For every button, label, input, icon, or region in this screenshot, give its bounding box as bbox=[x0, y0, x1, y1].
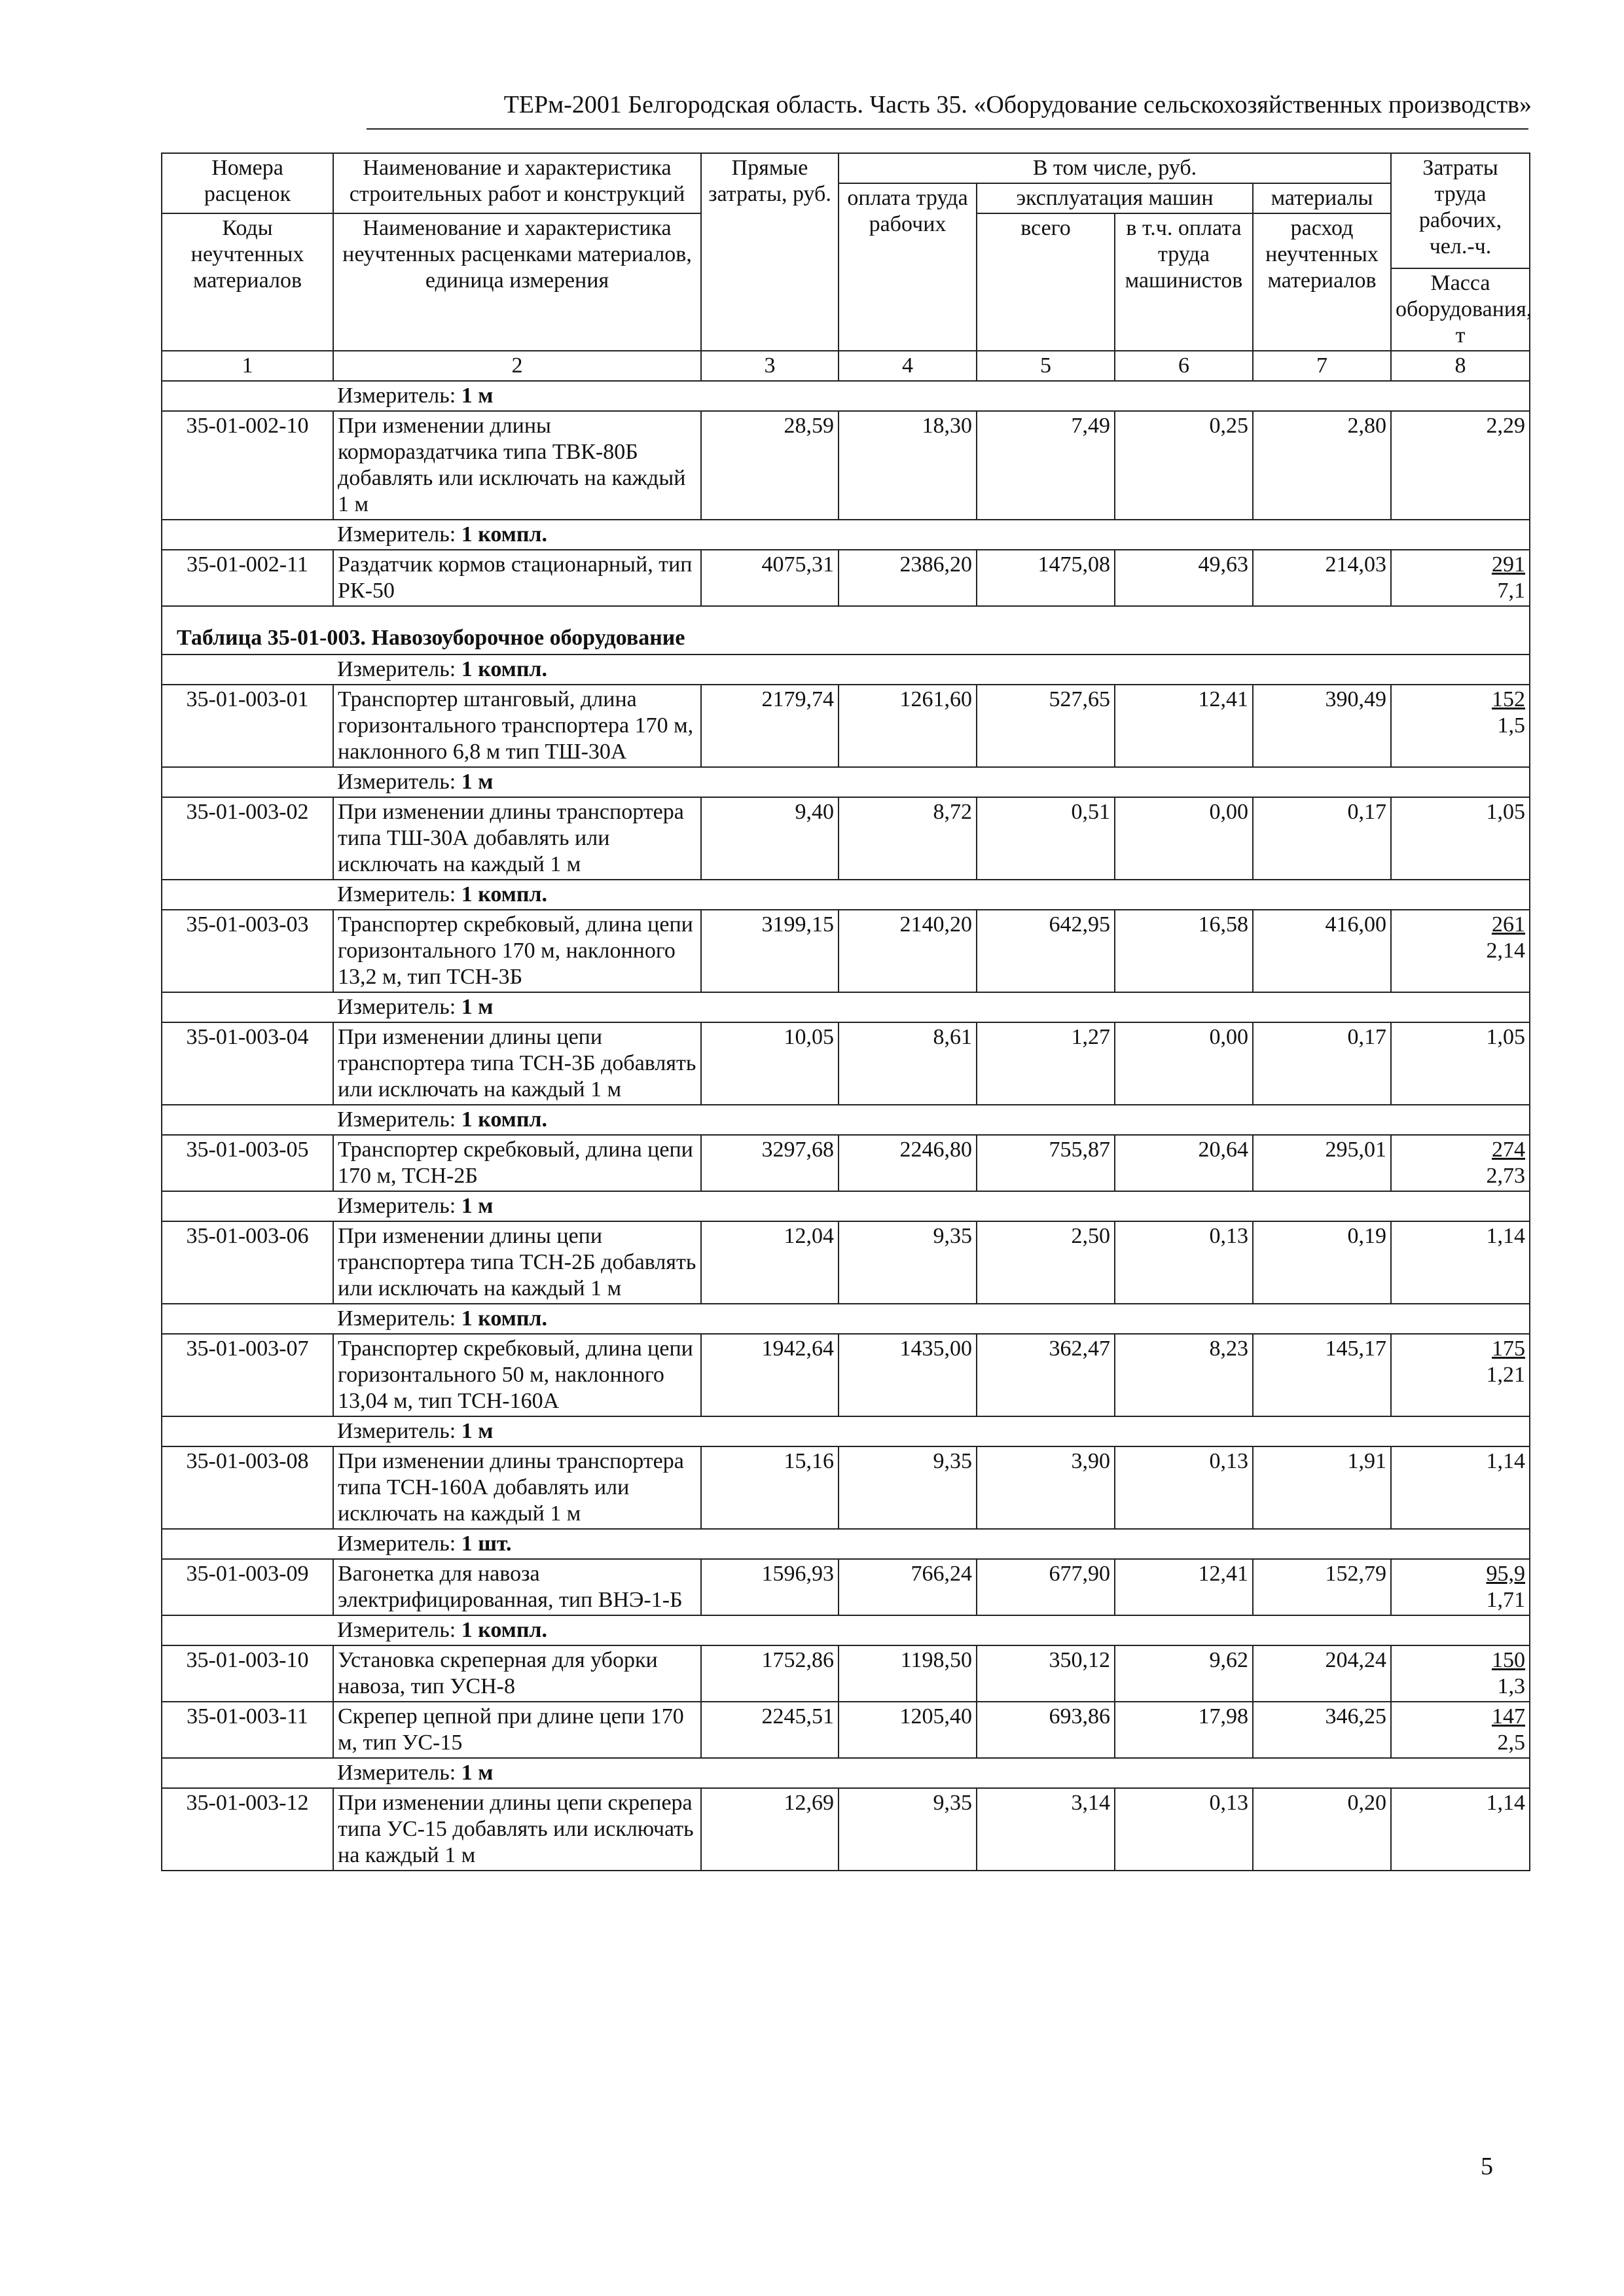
equipment-mass: 7,1 bbox=[1497, 579, 1525, 603]
header-in-total: В том числе, руб. bbox=[839, 153, 1391, 183]
rate-name: Установка скреперная для уборки навоза, тип УСН-8 bbox=[333, 1645, 701, 1702]
rate-code: 35-01-003-12 bbox=[162, 1788, 333, 1871]
direct-costs: 15,16 bbox=[701, 1446, 839, 1529]
labor-pay: 2140,20 bbox=[839, 910, 977, 992]
rate-row bbox=[162, 1788, 1530, 1871]
labor-costs: 261 bbox=[1492, 912, 1525, 937]
rate-row bbox=[162, 1022, 1530, 1105]
materials-cost: 390,49 bbox=[1253, 685, 1391, 767]
measure-unit: 1 м bbox=[461, 1761, 494, 1785]
labor-pay: 9,35 bbox=[839, 1446, 977, 1529]
labor-and-mass bbox=[1391, 550, 1530, 606]
labor-costs: 1,05 bbox=[1486, 1025, 1525, 1049]
measure-unit: 1 м bbox=[461, 1419, 494, 1443]
rate-code: 35-01-003-11 bbox=[162, 1702, 333, 1758]
rate-name: При изменении длины кормораздатчика типа ТВК-80Б добавлять или исключать на каждый 1 м bbox=[333, 411, 701, 520]
labor-pay: 9,35 bbox=[839, 1221, 977, 1304]
rate-row bbox=[162, 1446, 1530, 1529]
machinist-pay: 17,98 bbox=[1115, 1702, 1253, 1758]
measure-unit: 1 м bbox=[461, 1194, 494, 1218]
measure-label: Измеритель: bbox=[337, 522, 456, 547]
measure-cell bbox=[333, 1304, 1530, 1334]
measure-label: Измеритель: bbox=[337, 770, 456, 794]
header-machinist-pay: в т.ч. оплата труда машинистов bbox=[1115, 213, 1253, 351]
rate-row bbox=[162, 411, 1530, 520]
measure-row bbox=[162, 767, 1530, 797]
rate-name: Скрепер цепной при длине цепи 170 м, тип УС-15 bbox=[333, 1702, 701, 1758]
labor-pay: 18,30 bbox=[839, 411, 977, 520]
direct-costs: 3297,68 bbox=[701, 1135, 839, 1191]
direct-costs: 1752,86 bbox=[701, 1645, 839, 1702]
labor-costs: 1,05 bbox=[1486, 800, 1525, 824]
rate-name: При изменении длины транспортера типа ТСН-160А добавлять или исключать на каждый 1 м bbox=[333, 1446, 701, 1529]
measure-row bbox=[162, 1416, 1530, 1446]
measure-spacer bbox=[162, 767, 333, 797]
machinist-pay: 0,13 bbox=[1115, 1221, 1253, 1304]
equipment-mass: 2,14 bbox=[1486, 939, 1525, 963]
measure-cell bbox=[333, 1191, 1530, 1221]
rate-name: При изменении длины цепи транспортера типа ТСН-3Б добавлять или исключать на каждый 1 м bbox=[333, 1022, 701, 1105]
machines-total: 755,87 bbox=[977, 1135, 1115, 1191]
rate-code: 35-01-003-03 bbox=[162, 910, 333, 992]
labor-costs: 2,29 bbox=[1486, 414, 1525, 438]
machines-total: 527,65 bbox=[977, 685, 1115, 767]
header-work-name: Наименование и характеристика строительных работ и конструкций bbox=[333, 153, 701, 213]
direct-costs: 12,69 bbox=[701, 1788, 839, 1871]
page-header: ТЕРм-2001 Белгородская область. Часть 35. «Оборудование сельскохозяйственных производств» bbox=[503, 91, 1532, 118]
measure-spacer bbox=[162, 1758, 333, 1788]
column-number: 7 bbox=[1253, 351, 1391, 381]
measure-spacer bbox=[162, 520, 333, 550]
machines-total: 1475,08 bbox=[977, 550, 1115, 606]
measure-cell bbox=[333, 1416, 1530, 1446]
direct-costs: 28,59 bbox=[701, 411, 839, 520]
materials-cost: 2,80 bbox=[1253, 411, 1391, 520]
rate-code: 35-01-003-09 bbox=[162, 1559, 333, 1615]
materials-cost: 204,24 bbox=[1253, 1645, 1391, 1702]
rate-name: Вагонетка для навоза электрифицированная, тип ВНЭ-1-Б bbox=[333, 1559, 701, 1615]
header-equipment-mass: Масса оборудования, т bbox=[1391, 268, 1530, 351]
machines-total: 2,50 bbox=[977, 1221, 1115, 1304]
measure-label: Измеритель: bbox=[337, 1306, 456, 1331]
rate-name: Раздатчик кормов стационарный, тип РК-50 bbox=[333, 550, 701, 606]
machines-total: 693,86 bbox=[977, 1702, 1115, 1758]
labor-and-mass bbox=[1391, 1645, 1530, 1702]
labor-and-mass bbox=[1391, 1446, 1530, 1529]
rate-code: 35-01-003-08 bbox=[162, 1446, 333, 1529]
rate-code: 35-01-003-05 bbox=[162, 1135, 333, 1191]
machinist-pay: 20,64 bbox=[1115, 1135, 1253, 1191]
measure-label: Измеритель: bbox=[337, 657, 456, 681]
measure-row bbox=[162, 992, 1530, 1022]
rate-row bbox=[162, 1702, 1530, 1758]
materials-cost: 152,79 bbox=[1253, 1559, 1391, 1615]
header-machines: эксплуатация машин bbox=[977, 183, 1253, 213]
labor-pay: 766,24 bbox=[839, 1559, 977, 1615]
measure-unit: 1 компл. bbox=[461, 522, 548, 547]
machines-total: 7,49 bbox=[977, 411, 1115, 520]
equipment-mass: 2,73 bbox=[1486, 1164, 1525, 1188]
header-labor-costs: Затраты труда рабочих, чел.-ч. bbox=[1391, 153, 1530, 268]
rate-code: 35-01-003-04 bbox=[162, 1022, 333, 1105]
rate-name: Транспортер штанговый, длина горизонтального транспортера 170 м, наклонного 6,8 м тип ТШ-30А bbox=[333, 685, 701, 767]
measure-row bbox=[162, 655, 1530, 685]
table-title-row bbox=[162, 606, 1530, 655]
labor-pay: 9,35 bbox=[839, 1788, 977, 1871]
equipment-mass: 1,21 bbox=[1486, 1363, 1525, 1387]
column-number: 1 bbox=[162, 351, 333, 381]
measure-spacer bbox=[162, 655, 333, 685]
labor-costs: 147 bbox=[1492, 1704, 1525, 1729]
labor-costs: 1,14 bbox=[1486, 1224, 1525, 1248]
measure-cell bbox=[333, 880, 1530, 910]
materials-cost: 295,01 bbox=[1253, 1135, 1391, 1191]
machinist-pay: 49,63 bbox=[1115, 550, 1253, 606]
header-labor-pay: оплата труда рабочих bbox=[839, 183, 977, 351]
measure-unit: 1 шт. bbox=[461, 1532, 512, 1556]
measure-spacer bbox=[162, 1191, 333, 1221]
measure-row bbox=[162, 880, 1530, 910]
measure-cell bbox=[333, 1105, 1530, 1135]
machines-total: 350,12 bbox=[977, 1645, 1115, 1702]
measure-cell bbox=[333, 767, 1530, 797]
machinist-pay: 0,00 bbox=[1115, 797, 1253, 880]
labor-costs: 95,9 bbox=[1486, 1562, 1525, 1586]
rate-name: Транспортер скребковый, длина цепи горизонтального 50 м, наклонного 13,04 м, тип ТСН-160А bbox=[333, 1334, 701, 1416]
labor-costs: 291 bbox=[1492, 552, 1525, 577]
header-direct-costs: Прямые затраты, руб. bbox=[701, 153, 839, 351]
rate-code: 35-01-003-10 bbox=[162, 1645, 333, 1702]
measure-spacer bbox=[162, 1416, 333, 1446]
machines-total: 1,27 bbox=[977, 1022, 1115, 1105]
header-machines-total: всего bbox=[977, 213, 1115, 351]
machinist-pay: 12,41 bbox=[1115, 685, 1253, 767]
labor-costs: 150 bbox=[1492, 1648, 1525, 1672]
rate-name: При изменении длины транспортера типа ТШ-30А добавлять или исключать на каждый 1 м bbox=[333, 797, 701, 880]
column-number: 2 bbox=[333, 351, 701, 381]
labor-and-mass bbox=[1391, 685, 1530, 767]
measure-spacer bbox=[162, 992, 333, 1022]
header-rate-numbers: Номера расценок bbox=[162, 153, 333, 213]
labor-and-mass bbox=[1391, 1221, 1530, 1304]
equipment-mass: 2,5 bbox=[1497, 1731, 1525, 1755]
labor-and-mass bbox=[1391, 797, 1530, 880]
measure-label: Измеритель: bbox=[337, 1532, 456, 1556]
measure-label: Измеритель: bbox=[337, 1194, 456, 1218]
machinist-pay: 12,41 bbox=[1115, 1559, 1253, 1615]
measure-spacer bbox=[162, 1304, 333, 1334]
machinist-pay: 16,58 bbox=[1115, 910, 1253, 992]
measure-unit: 1 компл. bbox=[461, 1306, 548, 1331]
column-number: 5 bbox=[977, 351, 1115, 381]
machinist-pay: 0,00 bbox=[1115, 1022, 1253, 1105]
header-unaccounted-codes: Коды неучтенных материалов bbox=[162, 213, 333, 351]
direct-costs: 1596,93 bbox=[701, 1559, 839, 1615]
measure-row bbox=[162, 1758, 1530, 1788]
labor-pay: 1261,60 bbox=[839, 685, 977, 767]
column-number: 3 bbox=[701, 351, 839, 381]
measure-spacer bbox=[162, 1105, 333, 1135]
labor-pay: 8,61 bbox=[839, 1022, 977, 1105]
machines-total: 677,90 bbox=[977, 1559, 1115, 1615]
materials-cost: 145,17 bbox=[1253, 1334, 1391, 1416]
machines-total: 362,47 bbox=[977, 1334, 1115, 1416]
measure-cell bbox=[333, 992, 1530, 1022]
rate-name: При изменении длины цепи транспортера типа ТСН-2Б добавлять или исключать на каждый 1 м bbox=[333, 1221, 701, 1304]
measure-label: Измеритель: bbox=[337, 995, 456, 1019]
labor-pay: 1435,00 bbox=[839, 1334, 977, 1416]
labor-and-mass bbox=[1391, 1559, 1530, 1615]
rate-row bbox=[162, 1221, 1530, 1304]
machinist-pay: 0,13 bbox=[1115, 1788, 1253, 1871]
labor-and-mass bbox=[1391, 1135, 1530, 1191]
column-number: 4 bbox=[839, 351, 977, 381]
equipment-mass: 1,3 bbox=[1497, 1674, 1525, 1698]
header-materials: материалы bbox=[1253, 183, 1391, 213]
materials-cost: 0,17 bbox=[1253, 1022, 1391, 1105]
labor-costs: 1,14 bbox=[1486, 1449, 1525, 1473]
measure-label: Измеритель: bbox=[337, 1107, 456, 1132]
rate-name: Транспортер скребковый, длина цепи горизонтального 170 м, наклонного 13,2 м, тип ТСН-3Б bbox=[333, 910, 701, 992]
direct-costs: 4075,31 bbox=[701, 550, 839, 606]
direct-costs: 9,40 bbox=[701, 797, 839, 880]
measure-cell bbox=[333, 1758, 1530, 1788]
direct-costs: 3199,15 bbox=[701, 910, 839, 992]
labor-pay: 2386,20 bbox=[839, 550, 977, 606]
measure-unit: 1 компл. bbox=[461, 1618, 548, 1642]
rate-row bbox=[162, 1645, 1530, 1702]
labor-pay: 1205,40 bbox=[839, 1702, 977, 1758]
rate-code: 35-01-003-06 bbox=[162, 1221, 333, 1304]
rate-code: 35-01-003-01 bbox=[162, 685, 333, 767]
table-title: Таблица 35-01-003. Навозоуборочное оборудование bbox=[162, 606, 1530, 655]
rate-row bbox=[162, 685, 1530, 767]
page-number: 5 bbox=[1481, 2153, 1493, 2180]
machines-total: 3,14 bbox=[977, 1788, 1115, 1871]
measure-row bbox=[162, 1304, 1530, 1334]
equipment-mass: 1,71 bbox=[1486, 1588, 1525, 1612]
direct-costs: 12,04 bbox=[701, 1221, 839, 1304]
measure-row bbox=[162, 1191, 1530, 1221]
measure-unit: 1 компл. bbox=[461, 882, 548, 906]
labor-and-mass bbox=[1391, 1788, 1530, 1871]
materials-cost: 0,19 bbox=[1253, 1221, 1391, 1304]
rate-row bbox=[162, 1559, 1530, 1615]
measure-unit: 1 компл. bbox=[461, 657, 548, 681]
measure-label: Измеритель: bbox=[337, 882, 456, 906]
labor-pay: 1198,50 bbox=[839, 1645, 977, 1702]
measure-label: Измеритель: bbox=[337, 1419, 456, 1443]
measure-unit: 1 компл. bbox=[461, 1107, 548, 1132]
materials-cost: 416,00 bbox=[1253, 910, 1391, 992]
labor-costs: 175 bbox=[1492, 1336, 1525, 1361]
direct-costs: 10,05 bbox=[701, 1022, 839, 1105]
measure-label: Измеритель: bbox=[337, 1618, 456, 1642]
measure-cell bbox=[333, 520, 1530, 550]
rate-name: При изменении длины цепи скрепера типа УС-15 добавлять или исключать на каждый 1 м bbox=[333, 1788, 701, 1871]
rate-row bbox=[162, 1334, 1530, 1416]
measure-spacer bbox=[162, 1529, 333, 1559]
measure-cell bbox=[333, 655, 1530, 685]
materials-cost: 1,91 bbox=[1253, 1446, 1391, 1529]
machinist-pay: 8,23 bbox=[1115, 1334, 1253, 1416]
measure-row bbox=[162, 381, 1530, 411]
rate-name: Транспортер скребковый, длина цепи 170 м, ТСН-2Б bbox=[333, 1135, 701, 1191]
labor-pay: 8,72 bbox=[839, 797, 977, 880]
rate-code: 35-01-003-07 bbox=[162, 1334, 333, 1416]
rate-code: 35-01-003-02 bbox=[162, 797, 333, 880]
measure-spacer bbox=[162, 880, 333, 910]
measure-cell bbox=[333, 1529, 1530, 1559]
measure-label: Измеритель: bbox=[337, 1761, 456, 1785]
machinist-pay: 0,25 bbox=[1115, 411, 1253, 520]
labor-and-mass bbox=[1391, 1022, 1530, 1105]
labor-costs: 1,14 bbox=[1486, 1791, 1525, 1815]
measure-label: Измеритель: bbox=[337, 384, 456, 408]
labor-and-mass bbox=[1391, 1702, 1530, 1758]
labor-pay: 2246,80 bbox=[839, 1135, 977, 1191]
rate-code: 35-01-002-11 bbox=[162, 550, 333, 606]
rate-row bbox=[162, 1135, 1530, 1191]
labor-and-mass bbox=[1391, 1334, 1530, 1416]
machines-total: 0,51 bbox=[977, 797, 1115, 880]
materials-cost: 0,20 bbox=[1253, 1788, 1391, 1871]
materials-cost: 214,03 bbox=[1253, 550, 1391, 606]
header-materials-consumption: расход неучтенных материалов bbox=[1253, 213, 1391, 351]
measure-unit: 1 м bbox=[461, 770, 494, 794]
measure-row bbox=[162, 520, 1530, 550]
rate-row bbox=[162, 550, 1530, 606]
materials-cost: 346,25 bbox=[1253, 1702, 1391, 1758]
equipment-mass: 1,5 bbox=[1497, 713, 1525, 738]
measure-unit: 1 м bbox=[461, 995, 494, 1019]
direct-costs: 2179,74 bbox=[701, 685, 839, 767]
labor-and-mass bbox=[1391, 411, 1530, 520]
rate-row bbox=[162, 797, 1530, 880]
machines-total: 642,95 bbox=[977, 910, 1115, 992]
header-rule bbox=[367, 128, 1528, 130]
direct-costs: 1942,64 bbox=[701, 1334, 839, 1416]
measure-spacer bbox=[162, 381, 333, 411]
rates-table bbox=[161, 152, 1530, 1871]
measure-cell bbox=[333, 1615, 1530, 1645]
materials-cost: 0,17 bbox=[1253, 797, 1391, 880]
measure-row bbox=[162, 1105, 1530, 1135]
labor-and-mass bbox=[1391, 910, 1530, 992]
measure-cell bbox=[333, 381, 1530, 411]
measure-unit: 1 м bbox=[461, 384, 494, 408]
machinist-pay: 0,13 bbox=[1115, 1446, 1253, 1529]
column-number: 6 bbox=[1115, 351, 1253, 381]
labor-costs: 152 bbox=[1492, 687, 1525, 711]
column-number: 8 bbox=[1391, 351, 1530, 381]
labor-costs: 274 bbox=[1492, 1138, 1525, 1162]
measure-row bbox=[162, 1529, 1530, 1559]
measure-spacer bbox=[162, 1615, 333, 1645]
rate-code: 35-01-002-10 bbox=[162, 411, 333, 520]
rate-row bbox=[162, 910, 1530, 992]
machines-total: 3,90 bbox=[977, 1446, 1115, 1529]
direct-costs: 2245,51 bbox=[701, 1702, 839, 1758]
measure-row bbox=[162, 1615, 1530, 1645]
header-unaccounted-materials: Наименование и характеристика неучтенных расценками материалов, единица измерения bbox=[333, 213, 701, 351]
machinist-pay: 9,62 bbox=[1115, 1645, 1253, 1702]
